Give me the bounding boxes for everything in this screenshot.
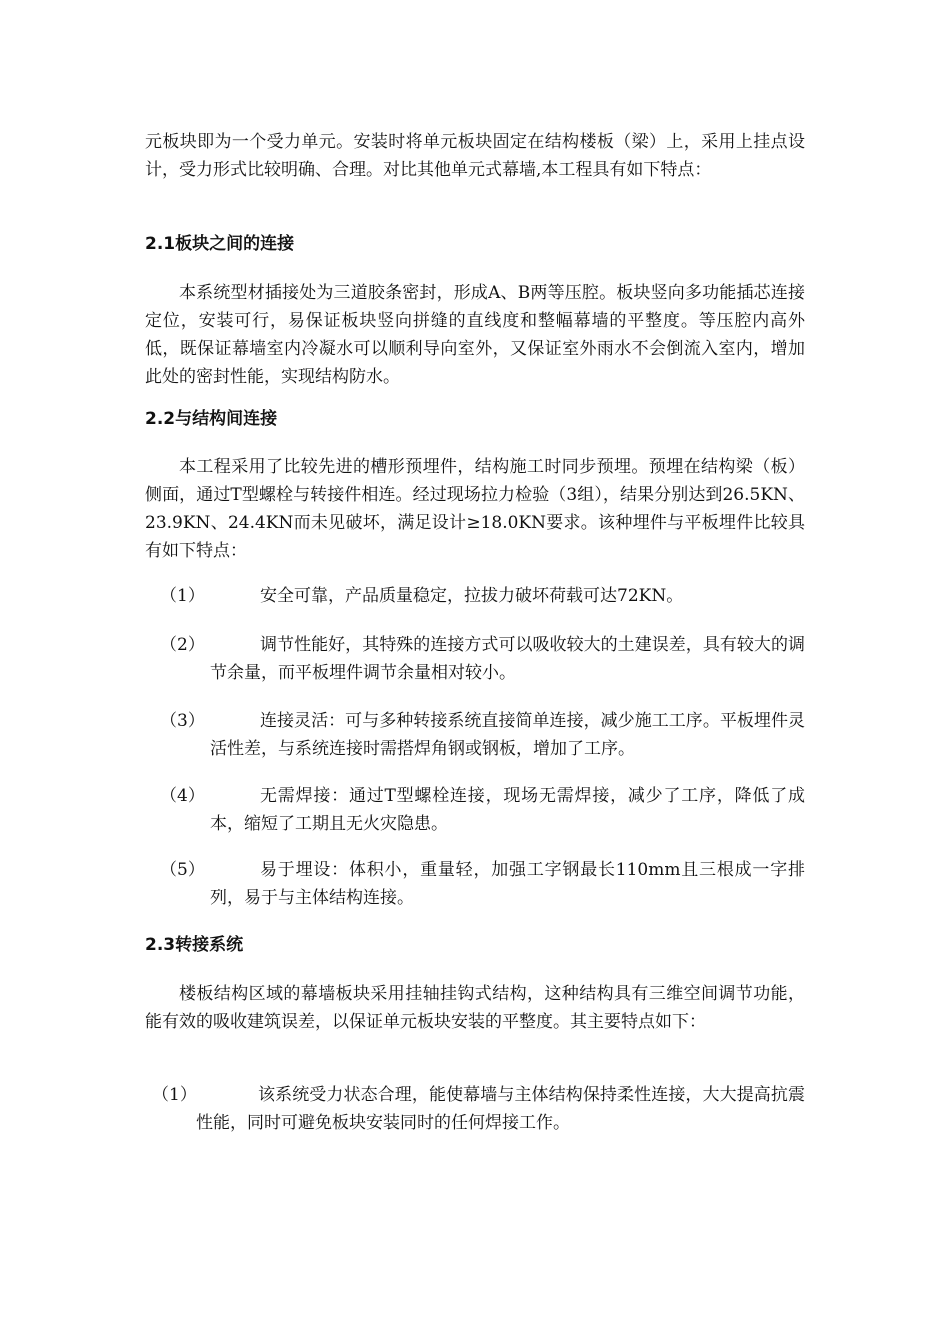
section-2-1-body: 本系统型材插接处为三道胶条密封，形成A、B两等压腔。板块竖向多功能插芯连接定位，安装可行，易保证板块竖向拼缝的直线度和整幅幕墙的平整度。等压腔内高外低，既保证幕墙室内冷凝水可以顺利导向室外，又保证室外雨水不会倒流入室内，增加此处的密封性能，实现结构防水。 [145, 283, 805, 387]
list-item-text: 安全可靠，产品质量稳定，拉拔力破坏荷载可达72KN。 [260, 586, 684, 606]
list-item [152, 1081, 805, 1137]
list-item [160, 582, 805, 610]
list-item [160, 856, 805, 912]
list-item-text: 无需焊接：通过T型螺栓连接，现场无需焊接，减少了工序，降低了成本，缩短了工期且无火灾隐患。 [210, 786, 805, 834]
list-item [160, 782, 805, 838]
intro-paragraph: 元板块即为一个受力单元。安装时将单元板块固定在结构楼板（梁）上，采用上挂点设计，受力形式比较明确、合理。对比其他单元式幕墙,本工程具有如下特点： [145, 132, 805, 180]
list-item-text: 该系统受力状态合理，能使幕墙与主体结构保持柔性连接，大大提高抗震性能，同时可避免板块安装同时的任何焊接工作。 [196, 1085, 805, 1133]
list-item-number: （2） [160, 635, 205, 655]
section-2-2-heading: 2.2与结构间连接 [145, 409, 278, 429]
list-item-number: （4） [160, 786, 205, 806]
list-item-number: （1） [152, 1085, 197, 1105]
section-2-3-body: 楼板结构区域的幕墙板块采用挂轴挂钩式结构，这种结构具有三维空间调节功能，能有效的吸收建筑误差，以保证单元板块安装的平整度。其主要特点如下： [145, 984, 805, 1032]
list-item [160, 631, 805, 687]
list-item-number: （1） [160, 586, 205, 606]
list-item-number: （3） [160, 711, 205, 731]
section-2-3-heading: 2.3转接系统 [145, 935, 244, 955]
list-item-text: 连接灵活：可与多种转接系统直接简单连接，减少施工工序。平板埋件灵活性差，与系统连接时需搭焊角钢或钢板，增加了工序。 [210, 711, 805, 759]
list-item-text: 调节性能好，其特殊的连接方式可以吸收较大的土建误差，具有较大的调节余量，而平板埋件调节余量相对较小。 [210, 635, 805, 683]
section-2-2-body: 本工程采用了比较先进的槽形预埋件，结构施工时同步预埋。预埋在结构梁（板）侧面，通过T型螺栓与转接件相连。经过现场拉力检验（3组），结果分别达到26.5KN、23.9KN、24.4KN而未见破坏，满足设计≥18.0KN要求。该种埋件与平板埋件比较具有如下特点： [145, 457, 805, 561]
list-item [160, 707, 805, 763]
list-item-text: 易于埋设：体积小，重量轻，加强工字钢最长110mm且三根成一字排列，易于与主体结构连接。 [210, 860, 805, 908]
section-2-1-heading: 2.1板块之间的连接 [145, 234, 295, 254]
list-item-number: （5） [160, 860, 205, 880]
